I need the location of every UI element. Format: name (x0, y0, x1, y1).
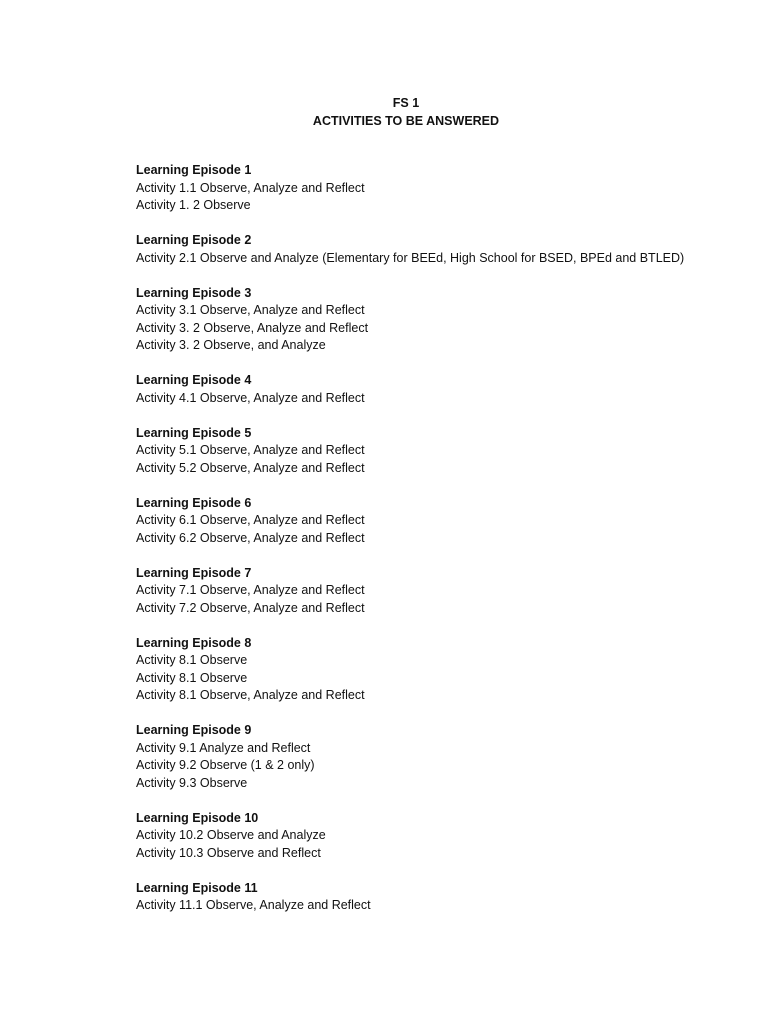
activity-item: Activity 6.2 Observe, Analyze and Reflect (136, 530, 365, 545)
activity-item: Activity 3. 2 Observe, Analyze and Reflect (136, 320, 369, 335)
activity-item: Activity 9.1 Analyze and Reflect (136, 740, 311, 755)
activity-item: Activity 11.1 Observe, Analyze and Reflect (136, 898, 371, 912)
document-title: ACTIVITIES TO BE ANSWERED (312, 114, 500, 128)
episode-block (136, 495, 736, 548)
course-code: FS 1 (392, 96, 420, 110)
activity-item: Activity 4.1 Observe, Analyze and Reflect (136, 390, 365, 405)
activity-item: Activity 3. 2 Observe, and Analyze (136, 338, 326, 352)
episode-block (136, 285, 736, 355)
activity-item: Activity 5.2 Observe, Analyze and Reflect (136, 460, 365, 475)
activity-item: Activity 3.1 Observe, Analyze and Reflect (136, 303, 365, 317)
episode-title: Learning Episode 10 (136, 810, 259, 825)
episode-block (136, 810, 736, 863)
episode-title: Learning Episode 3 (136, 285, 252, 300)
episode-title: Learning Episode 8 (136, 635, 252, 650)
episode-block (136, 232, 736, 267)
episode-block (136, 635, 736, 705)
episode-title: Learning Episode 9 (136, 723, 252, 737)
episode-title: Learning Episode 11 (136, 880, 258, 895)
episode-list (136, 162, 736, 932)
episode-block (136, 162, 736, 215)
activity-item: Activity 9.3 Observe (136, 775, 248, 790)
activity-item: Activity 10.3 Observe and Reflect (136, 845, 321, 860)
activity-item: Activity 6.1 Observe, Analyze and Reflect (136, 513, 365, 527)
activity-item: Activity 10.2 Observe and Analyze (136, 828, 326, 842)
episode-title: Learning Episode 4 (136, 373, 252, 387)
episode-title: Learning Episode 7 (136, 565, 252, 580)
activity-item: Activity 1. 2 Observe (136, 198, 251, 212)
episode-block (136, 425, 736, 478)
episode-title: Learning Episode 1 (136, 163, 252, 177)
activity-item: Activity 2.1 Observe and Analyze (Elementary for BEEd, High School for BSED, BPEd and BTLED) (136, 250, 685, 265)
activity-item: Activity 5.1 Observe, Analyze and Reflect (136, 443, 365, 457)
activity-item: Activity 9.2 Observe (1 & 2 only) (136, 758, 315, 772)
episode-title: Learning Episode 6 (136, 495, 252, 510)
activity-item: Activity 8.1 Observe (136, 670, 248, 685)
episode-title: Learning Episode 2 (136, 233, 252, 247)
activity-item: Activity 7.2 Observe, Analyze and Reflect (136, 600, 365, 615)
activity-item: Activity 8.1 Observe, Analyze and Reflect (136, 688, 365, 702)
episode-block (136, 880, 736, 915)
document-header (0, 94, 768, 130)
episode-block (136, 722, 736, 792)
activity-item: Activity 7.1 Observe, Analyze and Reflect (136, 583, 365, 597)
activity-item: Activity 8.1 Observe (136, 653, 248, 667)
episode-block (136, 565, 736, 618)
episode-title: Learning Episode 5 (136, 425, 252, 440)
activity-item: Activity 1.1 Observe, Analyze and Reflect (136, 180, 365, 195)
episode-block (136, 372, 736, 407)
